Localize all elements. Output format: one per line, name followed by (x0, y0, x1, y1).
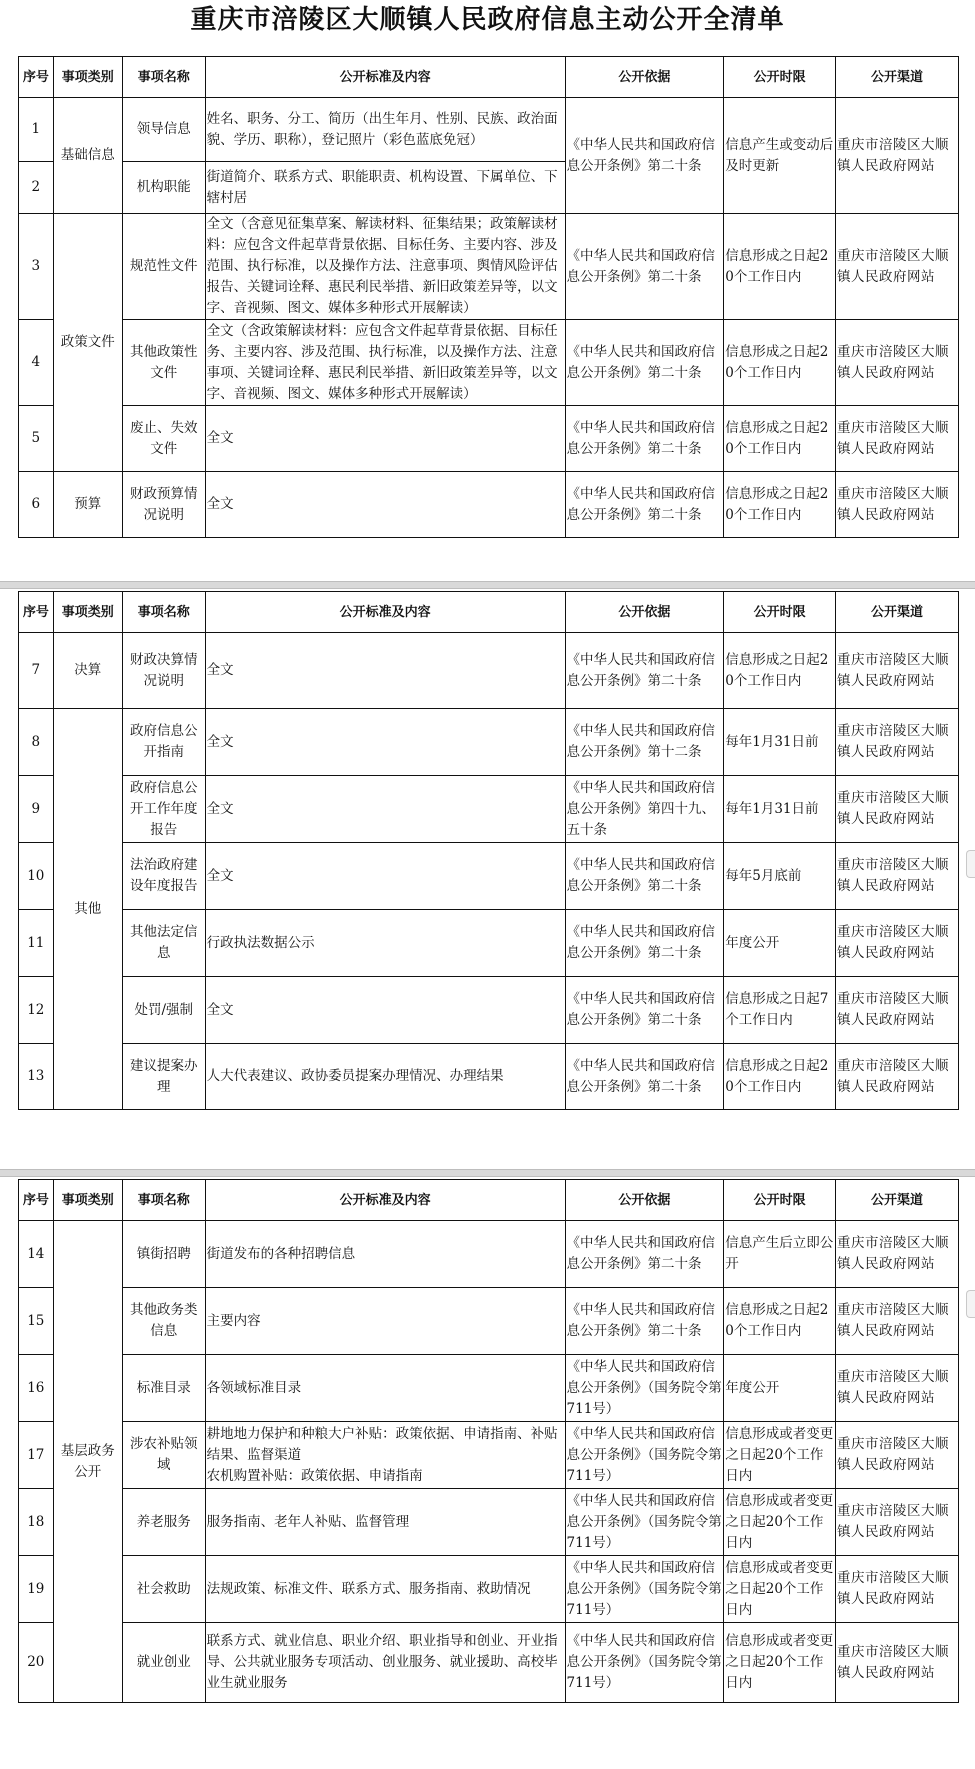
table-row (19, 1489, 959, 1556)
disclosure-content: 各领域标准目录 (205, 1355, 565, 1422)
table-row (19, 320, 959, 406)
item-category: 基层政务公开 (53, 1221, 122, 1703)
side-scroll-tab[interactable] (966, 1290, 975, 1318)
table-row (19, 1044, 959, 1110)
item-category: 预算 (53, 472, 122, 538)
item-category: 决算 (53, 633, 122, 709)
disclosure-time-limit: 信息形成之日起20个工作日内 (724, 633, 836, 709)
disclosure-content: 全文（含政策解读材料：应包含文件起草背景依据、目标任务、主要内容、涉及范围、执行标准，以及操作方法、注意事项、关键词诠释、惠民利民举措、新旧政策差异等，以文字、音视频、图文、媒体多种形式开展解读） (205, 320, 565, 406)
disclosure-channel: 重庆市涪陵区大顺镇人民政府网站 (836, 1422, 959, 1489)
disclosure-basis: 《中华人民共和国政府信息公开条例》第二十条 (565, 910, 724, 977)
disclosure-channel: 重庆市涪陵区大顺镇人民政府网站 (836, 1221, 959, 1288)
item-name: 社会救助 (122, 1556, 205, 1623)
row-number: 14 (19, 1221, 54, 1288)
row-number: 16 (19, 1355, 54, 1422)
disclosure-content: 街道简介、联系方式、职能职责、机构设置、下属单位、下辖村居 (205, 162, 565, 214)
table-header-row (19, 57, 959, 98)
item-name: 其他政策性文件 (122, 320, 205, 406)
item-name: 涉农补贴领域 (122, 1422, 205, 1489)
header-category: 事项类别 (53, 1180, 122, 1221)
row-number: 5 (19, 406, 54, 472)
disclosure-basis: 《中华人民共和国政府信息公开条例》第二十条 (565, 472, 724, 538)
item-category: 其他 (53, 709, 122, 1110)
disclosure-basis: 《中华人民共和国政府信息公开条例》（国务院令第711号） (565, 1355, 724, 1422)
disclosure-content: 行政执法数据公示 (205, 910, 565, 977)
disclosure-basis: 《中华人民共和国政府信息公开条例》（国务院令第711号） (565, 1623, 724, 1703)
item-name: 处罚/强制 (122, 977, 205, 1044)
page-break-divider (0, 581, 975, 589)
disclosure-content: 人大代表建议、政协委员提案办理情况、办理结果 (205, 1044, 565, 1110)
disclosure-channel: 重庆市涪陵区大顺镇人民政府网站 (836, 320, 959, 406)
disclosure-channel: 重庆市涪陵区大顺镇人民政府网站 (836, 1556, 959, 1623)
row-number: 9 (19, 776, 54, 843)
disclosure-content: 全文 (205, 843, 565, 910)
disclosure-channel: 重庆市涪陵区大顺镇人民政府网站 (836, 1044, 959, 1110)
disclosure-basis: 《中华人民共和国政府信息公开条例》第十二条 (565, 709, 724, 776)
disclosure-time-limit: 信息产生后立即公开 (724, 1221, 836, 1288)
table-row (19, 472, 959, 538)
disclosure-channel: 重庆市涪陵区大顺镇人民政府网站 (836, 1288, 959, 1355)
row-number: 7 (19, 633, 54, 709)
disclosure-time-limit: 信息形成之日起20个工作日内 (724, 214, 836, 320)
row-number: 15 (19, 1288, 54, 1355)
row-number: 2 (19, 162, 54, 214)
table-row (19, 1355, 959, 1422)
table-row (19, 1288, 959, 1355)
disclosure-table-part-1 (18, 56, 959, 538)
disclosure-basis: 《中华人民共和国政府信息公开条例》第二十条 (565, 977, 724, 1044)
table-row (19, 1221, 959, 1288)
item-name: 法治政府建设年度报告 (122, 843, 205, 910)
table-row (19, 1422, 959, 1489)
disclosure-table-part-3 (18, 1179, 959, 1703)
row-number: 10 (19, 843, 54, 910)
disclosure-channel: 重庆市涪陵区大顺镇人民政府网站 (836, 1355, 959, 1422)
disclosure-time-limit: 每年5月底前 (724, 843, 836, 910)
disclosure-time-limit: 信息产生或变动后及时更新 (724, 98, 836, 214)
header-channel: 公开渠道 (836, 592, 959, 633)
disclosure-basis: 《中华人民共和国政府信息公开条例》第二十条 (565, 1288, 724, 1355)
header-content: 公开标准及内容 (205, 57, 565, 98)
disclosure-content: 耕地地力保护和种粮大户补贴：政策依据、申请指南、补贴结果、监督渠道 农机购置补贴：政策依据、申请指南 (205, 1422, 565, 1489)
item-name: 建议提案办理 (122, 1044, 205, 1110)
disclosure-time-limit: 年度公开 (724, 1355, 836, 1422)
header-time-limit: 公开时限 (724, 1180, 836, 1221)
disclosure-basis: 《中华人民共和国政府信息公开条例》（国务院令第711号） (565, 1556, 724, 1623)
table-row (19, 98, 959, 162)
disclosure-time-limit: 信息形成或者变更之日起20个工作日内 (724, 1422, 836, 1489)
disclosure-content: 全文 (205, 472, 565, 538)
header-basis: 公开依据 (565, 1180, 724, 1221)
disclosure-channel: 重庆市涪陵区大顺镇人民政府网站 (836, 843, 959, 910)
disclosure-channel: 重庆市涪陵区大顺镇人民政府网站 (836, 977, 959, 1044)
row-number: 3 (19, 214, 54, 320)
row-number: 8 (19, 709, 54, 776)
header-channel: 公开渠道 (836, 57, 959, 98)
header-serial: 序号 (19, 592, 54, 633)
disclosure-channel: 重庆市涪陵区大顺镇人民政府网站 (836, 776, 959, 843)
disclosure-basis: 《中华人民共和国政府信息公开条例》第二十条 (565, 406, 724, 472)
row-number: 20 (19, 1623, 54, 1703)
item-name: 镇街招聘 (122, 1221, 205, 1288)
disclosure-time-limit: 信息形成或者变更之日起20个工作日内 (724, 1623, 836, 1703)
row-number: 11 (19, 910, 54, 977)
disclosure-basis: 《中华人民共和国政府信息公开条例》第二十条 (565, 214, 724, 320)
page-break-divider (0, 1169, 975, 1177)
header-category: 事项类别 (53, 57, 122, 98)
disclosure-basis: 《中华人民共和国政府信息公开条例》第二十条 (565, 98, 724, 214)
disclosure-basis: 《中华人民共和国政府信息公开条例》第二十条 (565, 843, 724, 910)
disclosure-basis: 《中华人民共和国政府信息公开条例》第二十条 (565, 320, 724, 406)
disclosure-time-limit: 信息形成之日起20个工作日内 (724, 472, 836, 538)
disclosure-time-limit: 信息形成或者变更之日起20个工作日内 (724, 1489, 836, 1556)
item-name: 领导信息 (122, 98, 205, 162)
header-serial: 序号 (19, 57, 54, 98)
row-number: 6 (19, 472, 54, 538)
disclosure-channel: 重庆市涪陵区大顺镇人民政府网站 (836, 709, 959, 776)
row-number: 1 (19, 98, 54, 162)
disclosure-time-limit: 信息形成之日起20个工作日内 (724, 320, 836, 406)
disclosure-time-limit: 信息形成之日起20个工作日内 (724, 1288, 836, 1355)
table-row (19, 214, 959, 320)
disclosure-channel: 重庆市涪陵区大顺镇人民政府网站 (836, 214, 959, 320)
disclosure-time-limit: 每年1月31日前 (724, 776, 836, 843)
item-name: 标准目录 (122, 1355, 205, 1422)
table-header-row (19, 592, 959, 633)
disclosure-content: 全文 (205, 406, 565, 472)
item-name: 其他政务类信息 (122, 1288, 205, 1355)
header-item-name: 事项名称 (122, 57, 205, 98)
disclosure-channel: 重庆市涪陵区大顺镇人民政府网站 (836, 910, 959, 977)
header-category: 事项类别 (53, 592, 122, 633)
header-time-limit: 公开时限 (724, 57, 836, 98)
header-basis: 公开依据 (565, 592, 724, 633)
table-row (19, 406, 959, 472)
row-number: 17 (19, 1422, 54, 1489)
disclosure-channel: 重庆市涪陵区大顺镇人民政府网站 (836, 98, 959, 214)
disclosure-basis: 《中华人民共和国政府信息公开条例》第二十条 (565, 1221, 724, 1288)
item-name: 其他法定信息 (122, 910, 205, 977)
item-name: 养老服务 (122, 1489, 205, 1556)
row-number: 18 (19, 1489, 54, 1556)
table-row (19, 633, 959, 709)
disclosure-content: 全文 (205, 776, 565, 843)
disclosure-time-limit: 信息形成之日起20个工作日内 (724, 406, 836, 472)
disclosure-content: 联系方式、就业信息、职业介绍、职业指导和创业、开业指导、公共就业服务专项活动、创业服务、就业援助、高校毕业生就业服务 (205, 1623, 565, 1703)
disclosure-content: 全文 (205, 633, 565, 709)
disclosure-basis: 《中华人民共和国政府信息公开条例》第二十条 (565, 633, 724, 709)
disclosure-content: 主要内容 (205, 1288, 565, 1355)
header-channel: 公开渠道 (836, 1180, 959, 1221)
page-title: 重庆市涪陵区大顺镇人民政府信息主动公开全清单 (190, 5, 785, 35)
disclosure-basis: 《中华人民共和国政府信息公开条例》（国务院令第711号） (565, 1489, 724, 1556)
disclosure-content: 服务指南、老年人补贴、监督管理 (205, 1489, 565, 1556)
disclosure-time-limit: 信息形成或者变更之日起20个工作日内 (724, 1556, 836, 1623)
disclosure-content: 街道发布的各种招聘信息 (205, 1221, 565, 1288)
table-row (19, 977, 959, 1044)
row-number: 19 (19, 1556, 54, 1623)
table-row (19, 1623, 959, 1703)
row-number: 12 (19, 977, 54, 1044)
disclosure-time-limit: 每年1月31日前 (724, 709, 836, 776)
disclosure-channel: 重庆市涪陵区大顺镇人民政府网站 (836, 1623, 959, 1703)
table-row (19, 843, 959, 910)
header-basis: 公开依据 (565, 57, 724, 98)
table-header-row (19, 1180, 959, 1221)
item-name: 政府信息公开工作年度报告 (122, 776, 205, 843)
disclosure-channel: 重庆市涪陵区大顺镇人民政府网站 (836, 406, 959, 472)
disclosure-channel: 重庆市涪陵区大顺镇人民政府网站 (836, 633, 959, 709)
header-item-name: 事项名称 (122, 592, 205, 633)
item-category: 政策文件 (53, 214, 122, 472)
item-category: 基础信息 (53, 98, 122, 214)
item-name: 废止、失效文件 (122, 406, 205, 472)
disclosure-time-limit: 信息形成之日起20个工作日内 (724, 1044, 836, 1110)
disclosure-basis: 《中华人民共和国政府信息公开条例》第四十九、五十条 (565, 776, 724, 843)
disclosure-channel: 重庆市涪陵区大顺镇人民政府网站 (836, 472, 959, 538)
table-row (19, 910, 959, 977)
disclosure-content: 全文（含意见征集草案、解读材料、征集结果；政策解读材料：应包含文件起草背景依据、目标任务、主要内容、涉及范围、执行标准，以及操作方法、注意事项、舆情风险评估报告、关键词诠释、惠民利民举措、新旧政策差异等，以文字、音视频、图文、媒体多种形式开展解读） (205, 214, 565, 320)
disclosure-time-limit: 年度公开 (724, 910, 836, 977)
header-serial: 序号 (19, 1180, 54, 1221)
table-row (19, 709, 959, 776)
disclosure-table-part-2 (18, 591, 959, 1110)
disclosure-basis: 《中华人民共和国政府信息公开条例》第二十条 (565, 1044, 724, 1110)
disclosure-channel: 重庆市涪陵区大顺镇人民政府网站 (836, 1489, 959, 1556)
disclosure-content: 全文 (205, 977, 565, 1044)
table-row (19, 776, 959, 843)
header-content: 公开标准及内容 (205, 1180, 565, 1221)
row-number: 4 (19, 320, 54, 406)
disclosure-time-limit: 信息形成之日起7个工作日内 (724, 977, 836, 1044)
disclosure-basis: 《中华人民共和国政府信息公开条例》（国务院令第711号） (565, 1422, 724, 1489)
disclosure-content: 全文 (205, 709, 565, 776)
table-row (19, 1556, 959, 1623)
item-name: 财政决算情况说明 (122, 633, 205, 709)
header-time-limit: 公开时限 (724, 592, 836, 633)
disclosure-content: 姓名、职务、分工、简历（出生年月、性别、民族、政治面貌、学历、职称），登记照片（彩色蓝底免冠） (205, 98, 565, 162)
header-item-name: 事项名称 (122, 1180, 205, 1221)
row-number: 13 (19, 1044, 54, 1110)
side-scroll-tab[interactable] (966, 850, 975, 878)
disclosure-content: 法规政策、标准文件、联系方式、服务指南、救助情况 (205, 1556, 565, 1623)
item-name: 机构职能 (122, 162, 205, 214)
item-name: 财政预算情况说明 (122, 472, 205, 538)
item-name: 政府信息公开指南 (122, 709, 205, 776)
header-content: 公开标准及内容 (205, 592, 565, 633)
item-name: 就业创业 (122, 1623, 205, 1703)
item-name: 规范性文件 (122, 214, 205, 320)
